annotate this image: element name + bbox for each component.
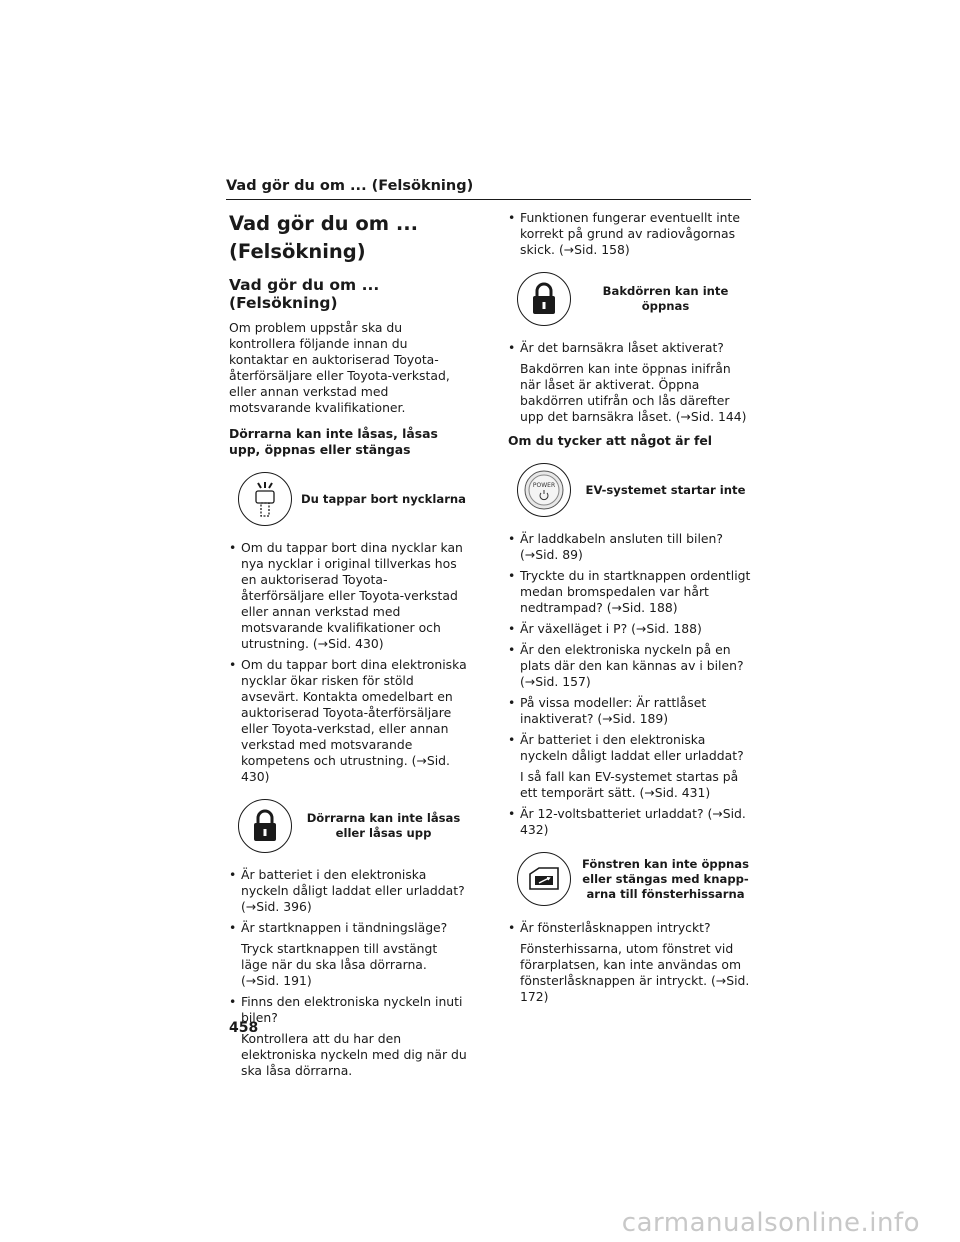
list-item: • Är batteriet i den elektroniska nyckeln dåligt laddat eller urladdat? [508, 732, 752, 764]
list-item: • Om du tappar bort dina elektroniska nycklar ökar risken för stöld avsevärt. Kontakta omedelbart en auktoriserad Toyota-återförsäljare eller Toyota-verkstad, eller annan verkstad med motsvarande kompetens och utrustning. (→Sid. 430) [229, 657, 467, 785]
lock-icon [238, 799, 292, 853]
item-doors-lock-caption: Dörrarna kan inte låsas eller låsas upp [306, 811, 461, 840]
section-heading-something-wrong: Om du tycker att något är fel [508, 433, 712, 448]
bullet-list-windows [508, 920, 752, 1005]
list-item: • Är batteriet i den elektroniska nyckeln dåligt laddat eller urladdat? (→Sid. 396) [229, 867, 467, 915]
header-divider [226, 199, 751, 200]
page-title [229, 210, 467, 266]
intro-paragraph: Om problem uppstår ska du kontrollera följande innan du kontaktar en auktoriserad Toyota-återförsäljare eller Toyota-verkstad, eller annan verkstad med motsvarande kvalifikationer. [229, 320, 450, 415]
bullet-list-ev [508, 531, 752, 838]
list-item: • På vissa modeller: Är rattlåset inaktiverat? (→Sid. 189) [508, 695, 752, 727]
title-line-2: (Felsökning) [229, 240, 366, 263]
list-item: • Är startknappen i tändningsläge? [229, 920, 467, 936]
watermark: carmanualsonline.info [621, 1208, 920, 1238]
section-subtitle: Vad gör du om ... (Felsökning) [229, 276, 380, 312]
item-windows [508, 852, 752, 906]
item-ev-start-caption: EV-systemet startar inte [585, 482, 746, 497]
list-item: • Är växelläget i P? (→Sid. 188) [508, 621, 752, 637]
power-label: POWER [532, 482, 556, 489]
list-item-detail: Fönsterhissarna, utom fönstret vid förarplatsen, kan inte användas om fönsterlåsknappen är intryckt. (→Sid. 172) [520, 941, 750, 1004]
list-item-detail: Kontrollera att du har den elektroniska nyckeln med dig när du ska låsa dörrarna. [241, 1031, 467, 1078]
page-number: 458 [229, 1020, 259, 1036]
lock-icon [517, 272, 571, 326]
list-item: • Funktionen fungerar eventuellt inte korrekt på grund av radiovågornas skick. (→Sid. 158) [508, 210, 752, 258]
list-item: • Tryckte du in startknappen ordentligt medan bromspedalen var hårt nedtrampad? (→Sid. 188) [508, 568, 752, 616]
list-item: • Är fönsterlåsknappen intryckt? [508, 920, 752, 936]
running-header: Vad gör du om ... (Felsökning) [226, 178, 474, 194]
section-heading-doors: Dörrarna kan inte låsas, låsas upp, öppnas eller stängas [229, 426, 438, 457]
list-item: • Är den elektroniska nyckeln på en plats där den kan kännas av i bilen? (→Sid. 157) [508, 642, 752, 690]
list-item-detail: Bakdörren kan inte öppnas inifrån när låset är aktiverat. Öppna bakdörren utifrån och lås därefter upp det barnsäkra låset. (→Sid. 144) [520, 361, 747, 424]
list-item: • Är 12-voltsbatteriet urladdat? (→Sid. 432) [508, 806, 752, 838]
list-item-detail: I så fall kan EV-systemet startas på ett temporärt sätt. (→Sid. 431) [520, 769, 739, 800]
window-switch-icon [517, 852, 571, 906]
list-item-detail: Tryck startknappen till avstängt läge när du ska låsa dörrarna. (→Sid. 191) [241, 941, 438, 988]
bullet-list-doors [229, 867, 467, 1079]
bullet-list-tailgate [508, 340, 752, 425]
list-item: • Är det barnsäkra låset aktiverat? [508, 340, 752, 356]
item-tailgate [508, 272, 752, 326]
bullet-list-radio [508, 210, 752, 258]
item-windows-caption: Fönstren kan inte öppnas eller stängas med knapp-arna till fönsterhissarna [581, 856, 750, 901]
list-item: • Finns den elektroniska nyckeln inuti bilen? [229, 994, 467, 1026]
list-item: • Är laddkabeln ansluten till bilen? (→Sid. 89) [508, 531, 752, 563]
left-column [229, 210, 467, 1084]
power-button-icon [517, 463, 571, 517]
list-item: • Om du tappar bort dina nycklar kan nya nycklar i original tillverkas hos en auktoriserad Toyota-återförsäljare eller Toyota-verkstad eller annan verkstad med motsvarande kvalifikationer och utrustning. (→Sid. 430) [229, 540, 467, 652]
title-line-1: Vad gör du om ... [229, 212, 419, 235]
item-lost-keys [229, 472, 467, 526]
item-lost-keys-caption: Du tappar bort nycklarna [300, 491, 466, 506]
item-ev-start [508, 463, 752, 517]
right-column [508, 210, 752, 1010]
item-tailgate-caption: Bakdörren kan inte öppnas [602, 284, 729, 313]
key-icon [238, 472, 292, 526]
bullet-list-keys [229, 540, 467, 785]
item-doors-lock [229, 799, 467, 853]
